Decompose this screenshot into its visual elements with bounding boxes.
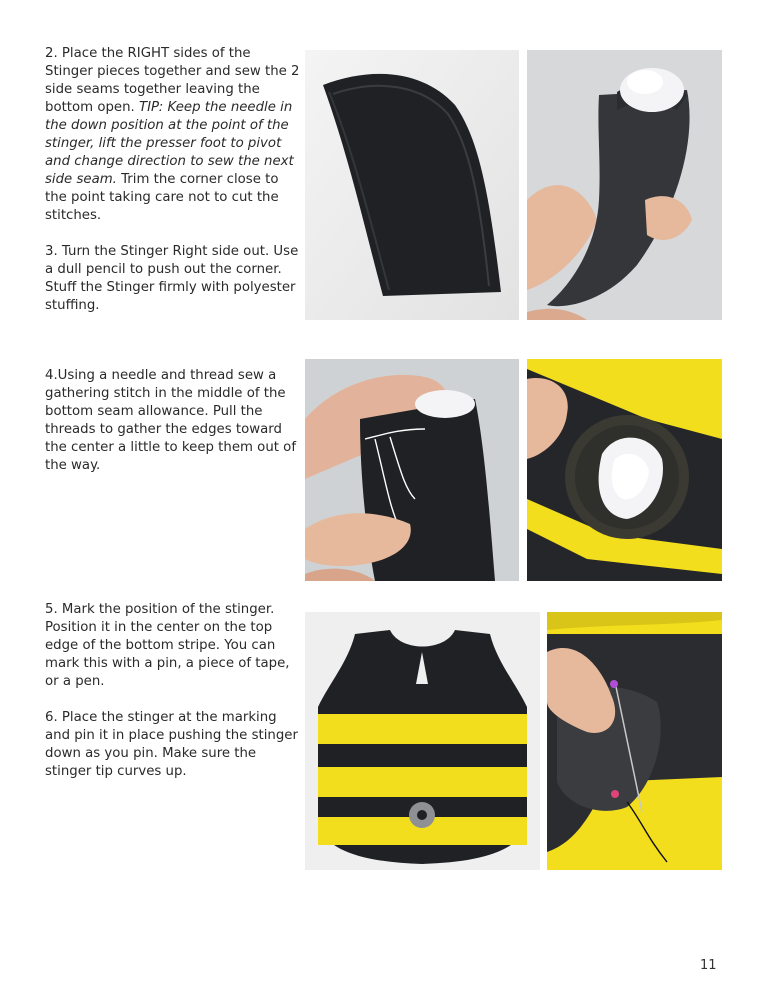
step-6-text: 6. Place the stinger at the marking and pin it in place pushing the stinger down as you pin. Make sure the stinger tip curves up. — [45, 710, 298, 779]
step-5-text: 5. Mark the position of the stinger. Position it in the center on the top edge of the bottom stripe. You can mark this with a pin, a piece of tape, or a pen. — [45, 602, 290, 689]
fleece-stinger-image — [305, 50, 519, 320]
page-number: 11 — [700, 958, 717, 973]
pinned-stinger-image — [547, 612, 722, 870]
needle-thread-image — [305, 359, 519, 581]
sewn-stinger-photo — [305, 50, 519, 320]
pinning-stinger-photo — [547, 612, 722, 870]
gathered-stinger-end-photo — [527, 359, 722, 581]
gathering-stitch-photo — [305, 359, 519, 581]
step-4-text: 4.Using a needle and thread sew a gathering stitch in the middle of the bottom seam allowance. Pull the threads to gather the edges toward the center a little to keep them out of the way. — [45, 368, 296, 473]
step-2-tip: TIP: Keep the needle in the down position at the point of the stinger, lift the presser foot to pivot and change direction to sew the next side seam. — [45, 100, 294, 187]
hand-holding-stinger-image — [527, 50, 722, 320]
gathered-end-image — [527, 359, 722, 581]
instructions-group-2 — [45, 367, 301, 475]
step-2-text: 2. Place the RIGHT sides of the Stinger pieces together and sew the 2 side seams together leaving the bottom open. TIP: Keep the needle in the down position at the point of the stinger, lift the presser foot to pivot and change direction to sew the next side seam. Trim the corner close to the point taking care not to cut the stitches. — [45, 46, 300, 223]
instructions-group-3 — [45, 601, 301, 781]
instructions-group-1 — [45, 45, 301, 315]
striped-costume-image — [305, 612, 540, 870]
bee-costume-photo — [305, 612, 540, 870]
step-3-text: 3. Turn the Stinger Right side out. Use a dull pencil to push out the corner. Stuff the Stinger firmly with polyester stuffing. — [45, 244, 299, 313]
stuffed-stinger-photo — [527, 50, 722, 320]
